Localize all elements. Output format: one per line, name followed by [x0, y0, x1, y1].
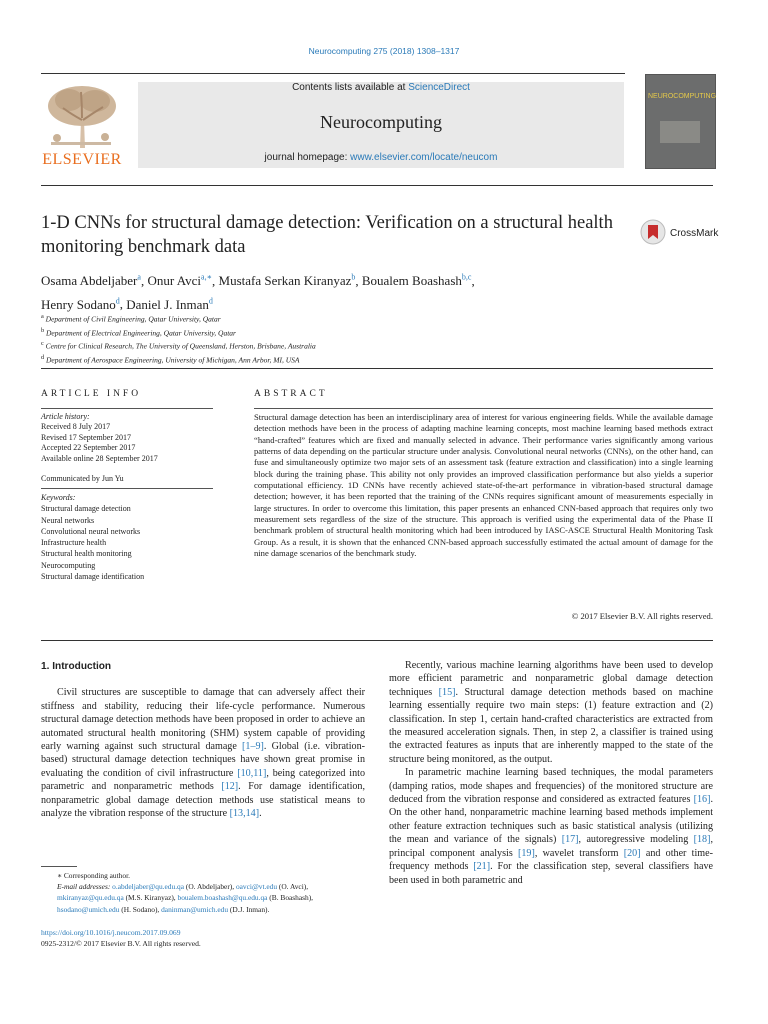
paragraph-text: . For damage identification, nonparametric global damage detection methods use statistical means to analyze the vibration response of the structure — [41, 781, 366, 820]
paragraph-text: . Structural damage detection methods based on machine learning essentially require two main steps: (1) feature extraction and (2) classification. In step 1, certain hand-crafted characteristics are extracted from the measured acceleration signals. Then, in step 2, a classifier is trained using the extracted features as inputs that are inherently mapped to the state of the structure being monitored, as the output. — [389, 686, 713, 765]
doi-block — [41, 927, 201, 949]
paragraph-text: Recently, various machine learning algorithms have been used to develop more efficient parametric and nonparametric global damage detection techniques — [389, 660, 713, 698]
affiliations — [41, 311, 721, 365]
journal-cover-image[interactable] — [645, 74, 716, 169]
paragraph-text: . — [259, 808, 262, 820]
affiliation: $^d$ Department of Aerospace Engineering, University of Michigan, Ann Arbor, MI, USA — [41, 353, 300, 364]
body-column-right — [389, 659, 713, 887]
communicated-by: Communicated by Jun Yu — [41, 474, 124, 484]
elsevier-wordmark: ELSEVIER — [42, 151, 122, 168]
homepage-link[interactable]: www.elsevier.com/locate/neucom — [350, 152, 498, 163]
cover-title: NEUROCOMPUTING — [648, 93, 717, 100]
contents-line — [138, 82, 624, 93]
article-history — [41, 412, 213, 484]
article-title: 1-D CNNs for structural damage detection: Verification on a structural health monitoring benchmark data — [41, 213, 613, 257]
author[interactable]: Onur Avci$^{a,∗}$ — [147, 273, 213, 289]
keyword: Structural health monitoring — [41, 549, 132, 559]
cover-figure — [660, 121, 700, 143]
citation-link[interactable]: [21] — [473, 861, 491, 873]
paragraph-text: In parametric machine learning based techniques, the modal parameters (damping ratios, mode shapes and frequencies) of the monitored structure are deduced from the vibration response and considered as extracted features — [389, 767, 713, 806]
author[interactable]: Osama Abdeljaber$^a$ — [41, 273, 141, 289]
header-rule — [41, 73, 625, 74]
section-heading: 1. Introduction — [41, 661, 112, 672]
paragraph-text: . On the other hand, nonparametric machine learning based methods implement other feature extraction techniques such as basic statistical analysis (utilizing the mean and variance of the signals) — [389, 794, 713, 846]
history-item: Revised 17 September 2017 — [41, 432, 131, 442]
abstract-heading: ABSTRACT — [254, 389, 328, 399]
email-link[interactable]: daninman@umich.edu — [161, 904, 229, 914]
citation-link[interactable]: [19] — [518, 847, 535, 859]
keyword: Structural damage detection — [41, 504, 131, 514]
paragraph-text: . Global (i.e. vibration-based) structural damage detection techniques have shown great promise in evaluating the condition of civil infrastructure — [41, 741, 365, 779]
history-label: Article history: — [41, 412, 90, 421]
header-bottom-rule — [41, 185, 713, 186]
author[interactable]: Henry Sodano$^d$ — [41, 296, 120, 312]
keyword: Structural damage identification — [41, 572, 145, 582]
body-rule — [41, 640, 713, 641]
issn-copyright: 0925-2312/© 2017 Elsevier B.V. All rights reserved. — [41, 939, 201, 948]
author-list: Osama Abdeljaber$^a$, Onur Avci$^{a,∗}$, Mustafa Serkan Kiranyaz$^b$, Boualem Boashash$^{b,c}$, Henry Sodano$^d$, Daniel J. Inman$^d$ — [41, 273, 475, 312]
abstract-copyright: © 2017 Elsevier B.V. All rights reserved. — [571, 611, 713, 621]
keyword: Convolutional neural networks — [41, 526, 141, 536]
paragraph-text: , wavelet transform — [534, 847, 624, 859]
author[interactable]: Mustafa Serkan Kiranyaz$^b$ — [218, 273, 356, 289]
paragraph-text: , principal component analysis — [389, 834, 713, 859]
affiliation: $^b$ Department of Electrical Engineering, Qatar University, Qatar — [41, 326, 236, 337]
keyword: Neurocomputing — [41, 560, 96, 570]
keywords-label: Keywords: — [41, 493, 76, 502]
footnotes — [41, 870, 371, 915]
footnote-rule — [41, 866, 77, 867]
homepage-line — [138, 152, 624, 163]
citation-link[interactable]: [16] — [693, 794, 711, 806]
keyword: Infrastructure health — [41, 538, 107, 548]
history-item: Available online 28 September 2017 — [41, 453, 158, 463]
section-rule — [41, 368, 713, 369]
sciencedirect-link[interactable]: ScienceDirect — [408, 82, 470, 93]
email-link[interactable]: boualem.boashash@qu.edu.qa — [177, 893, 268, 903]
history-item: Received 8 July 2017 — [41, 422, 111, 432]
citation-link[interactable]: [15] — [438, 686, 456, 698]
corresponding-author-note: ∗ Corresponding author. — [57, 871, 130, 880]
keyword: Neural networks — [41, 515, 95, 525]
paragraph — [389, 659, 713, 766]
abstract-rule — [254, 408, 713, 409]
email-link[interactable]: o.abdeljaber@qu.edu.qa — [112, 882, 185, 892]
affiliation: $^c$ Centre for Clinical Research, The University of Queensland, Herston, Brisbane, Australia — [41, 340, 316, 351]
keywords-rule — [41, 488, 213, 489]
email-addresses: E-mail addresses: o.abdeljaber@qu.edu.qa (O. Abdeljaber), oavci@vt.edu (O. Avci), mkiranyaz@qu.edu.qa (M.S. Kiranyaz), boualem.boashash@qu.edu.qa (B. Boashash), hsodano@umich.edu (H. Sodano), daninman@umich.edu (D.J. Inman). — [57, 882, 314, 914]
citation-link[interactable]: [10,11] — [237, 767, 267, 779]
article-info-rule — [41, 408, 213, 409]
paragraph-text: and other time-frequency methods — [389, 847, 713, 873]
citation-link[interactable]: [17] — [561, 834, 579, 846]
body-column-left — [41, 660, 365, 820]
abstract-text: Structural damage detection has been an interdisciplinary area of interest for various engineering fields. While the available damage detection methods have been in the process of adapting machine learning concepts, most machine learning based methods extract “hand-crafted” features which are fixed and manually selected in advance. Their performance varies significantly among various patterns of data depending on the particular structure under analysis. Convolutional neural networks (CNNs), on the other hand, can fuse and simultaneously optimize two major sets of an assessment task (feature extraction and classification) into a single learning block during the training phase. This ability not only provides an improved classification performance but also yields a superior computational efficiency. 1D CNNs have recently achieved state-of-the-art performance in vibration-based structural damage detection; however, it has been reported that the training of the CNNs requires significant amount of measurements especially in large structures. In order to overcome this limitation, this paper presents an enhanced CNN-based approach that requires only two measurement sets regardless of the size of the structure. This approach is verified using the experimental data of the Phase II benchmark problem of structural health monitoring which had been introduced by IASC-ASCE Structural Health Monitoring Task Group. As a result, it is shown that the enhanced CNN-based approach successfully estimated the actual amount of damage for the nine damage scenarios of the benchmark study. — [254, 412, 713, 559]
citation-link[interactable]: [20] — [623, 847, 641, 859]
keywords — [41, 492, 213, 582]
journal-reference[interactable]: Neurocomputing 275 (2018) 1308–1317 — [308, 46, 460, 56]
history-item: Accepted 22 September 2017 — [41, 443, 136, 453]
crossmark-icon[interactable] — [640, 219, 666, 245]
journal-title: Neurocomputing — [320, 112, 442, 132]
paragraph-text: , being categorized into parametric and nonparametric methods — [41, 767, 366, 793]
homepage-prefix: journal homepage: — [264, 152, 351, 163]
citation-link[interactable]: [18] — [693, 834, 711, 846]
citation-link[interactable]: [13,14] — [229, 808, 260, 820]
affiliation: $^a$ Department of Civil Engineering, Qatar University, Qatar — [41, 313, 221, 324]
article-info-heading: ARTICLE INFO — [41, 389, 142, 399]
citation-link[interactable]: [12] — [221, 781, 239, 793]
crossmark-label[interactable]: CrossMark — [670, 228, 719, 239]
paragraph — [389, 766, 713, 887]
paragraph-text: , autoregressive modeling — [578, 834, 694, 846]
author[interactable]: Boualem Boashash$^{b,c}$ — [361, 273, 472, 289]
doi-link[interactable]: https://doi.org/10.1016/j.neucom.2017.09.069 — [41, 928, 181, 937]
contents-prefix: Contents lists available at — [292, 82, 409, 93]
email-link[interactable]: hsodano@umich.edu — [57, 904, 120, 914]
author[interactable]: Daniel J. Inman$^d$ — [126, 296, 213, 312]
email-link[interactable]: mkiranyaz@qu.edu.qa — [57, 893, 124, 903]
email-link[interactable]: oavci@vt.edu — [235, 882, 278, 892]
citation-link[interactable]: [1–9] — [242, 741, 264, 753]
paragraph-text: Civil structures are susceptible to damage that can adversely affect their stiffness and stability, reducing their life-cycle performance. Numerous structural damage detection methods have been proposed in order to achieve an automated structural health monitoring (SHM) system capable of providing early warning against such structural damage — [41, 687, 365, 753]
paragraph — [41, 686, 365, 820]
paragraph-text: . For the classification step, several classifiers have been used in both parametric and — [389, 861, 713, 886]
